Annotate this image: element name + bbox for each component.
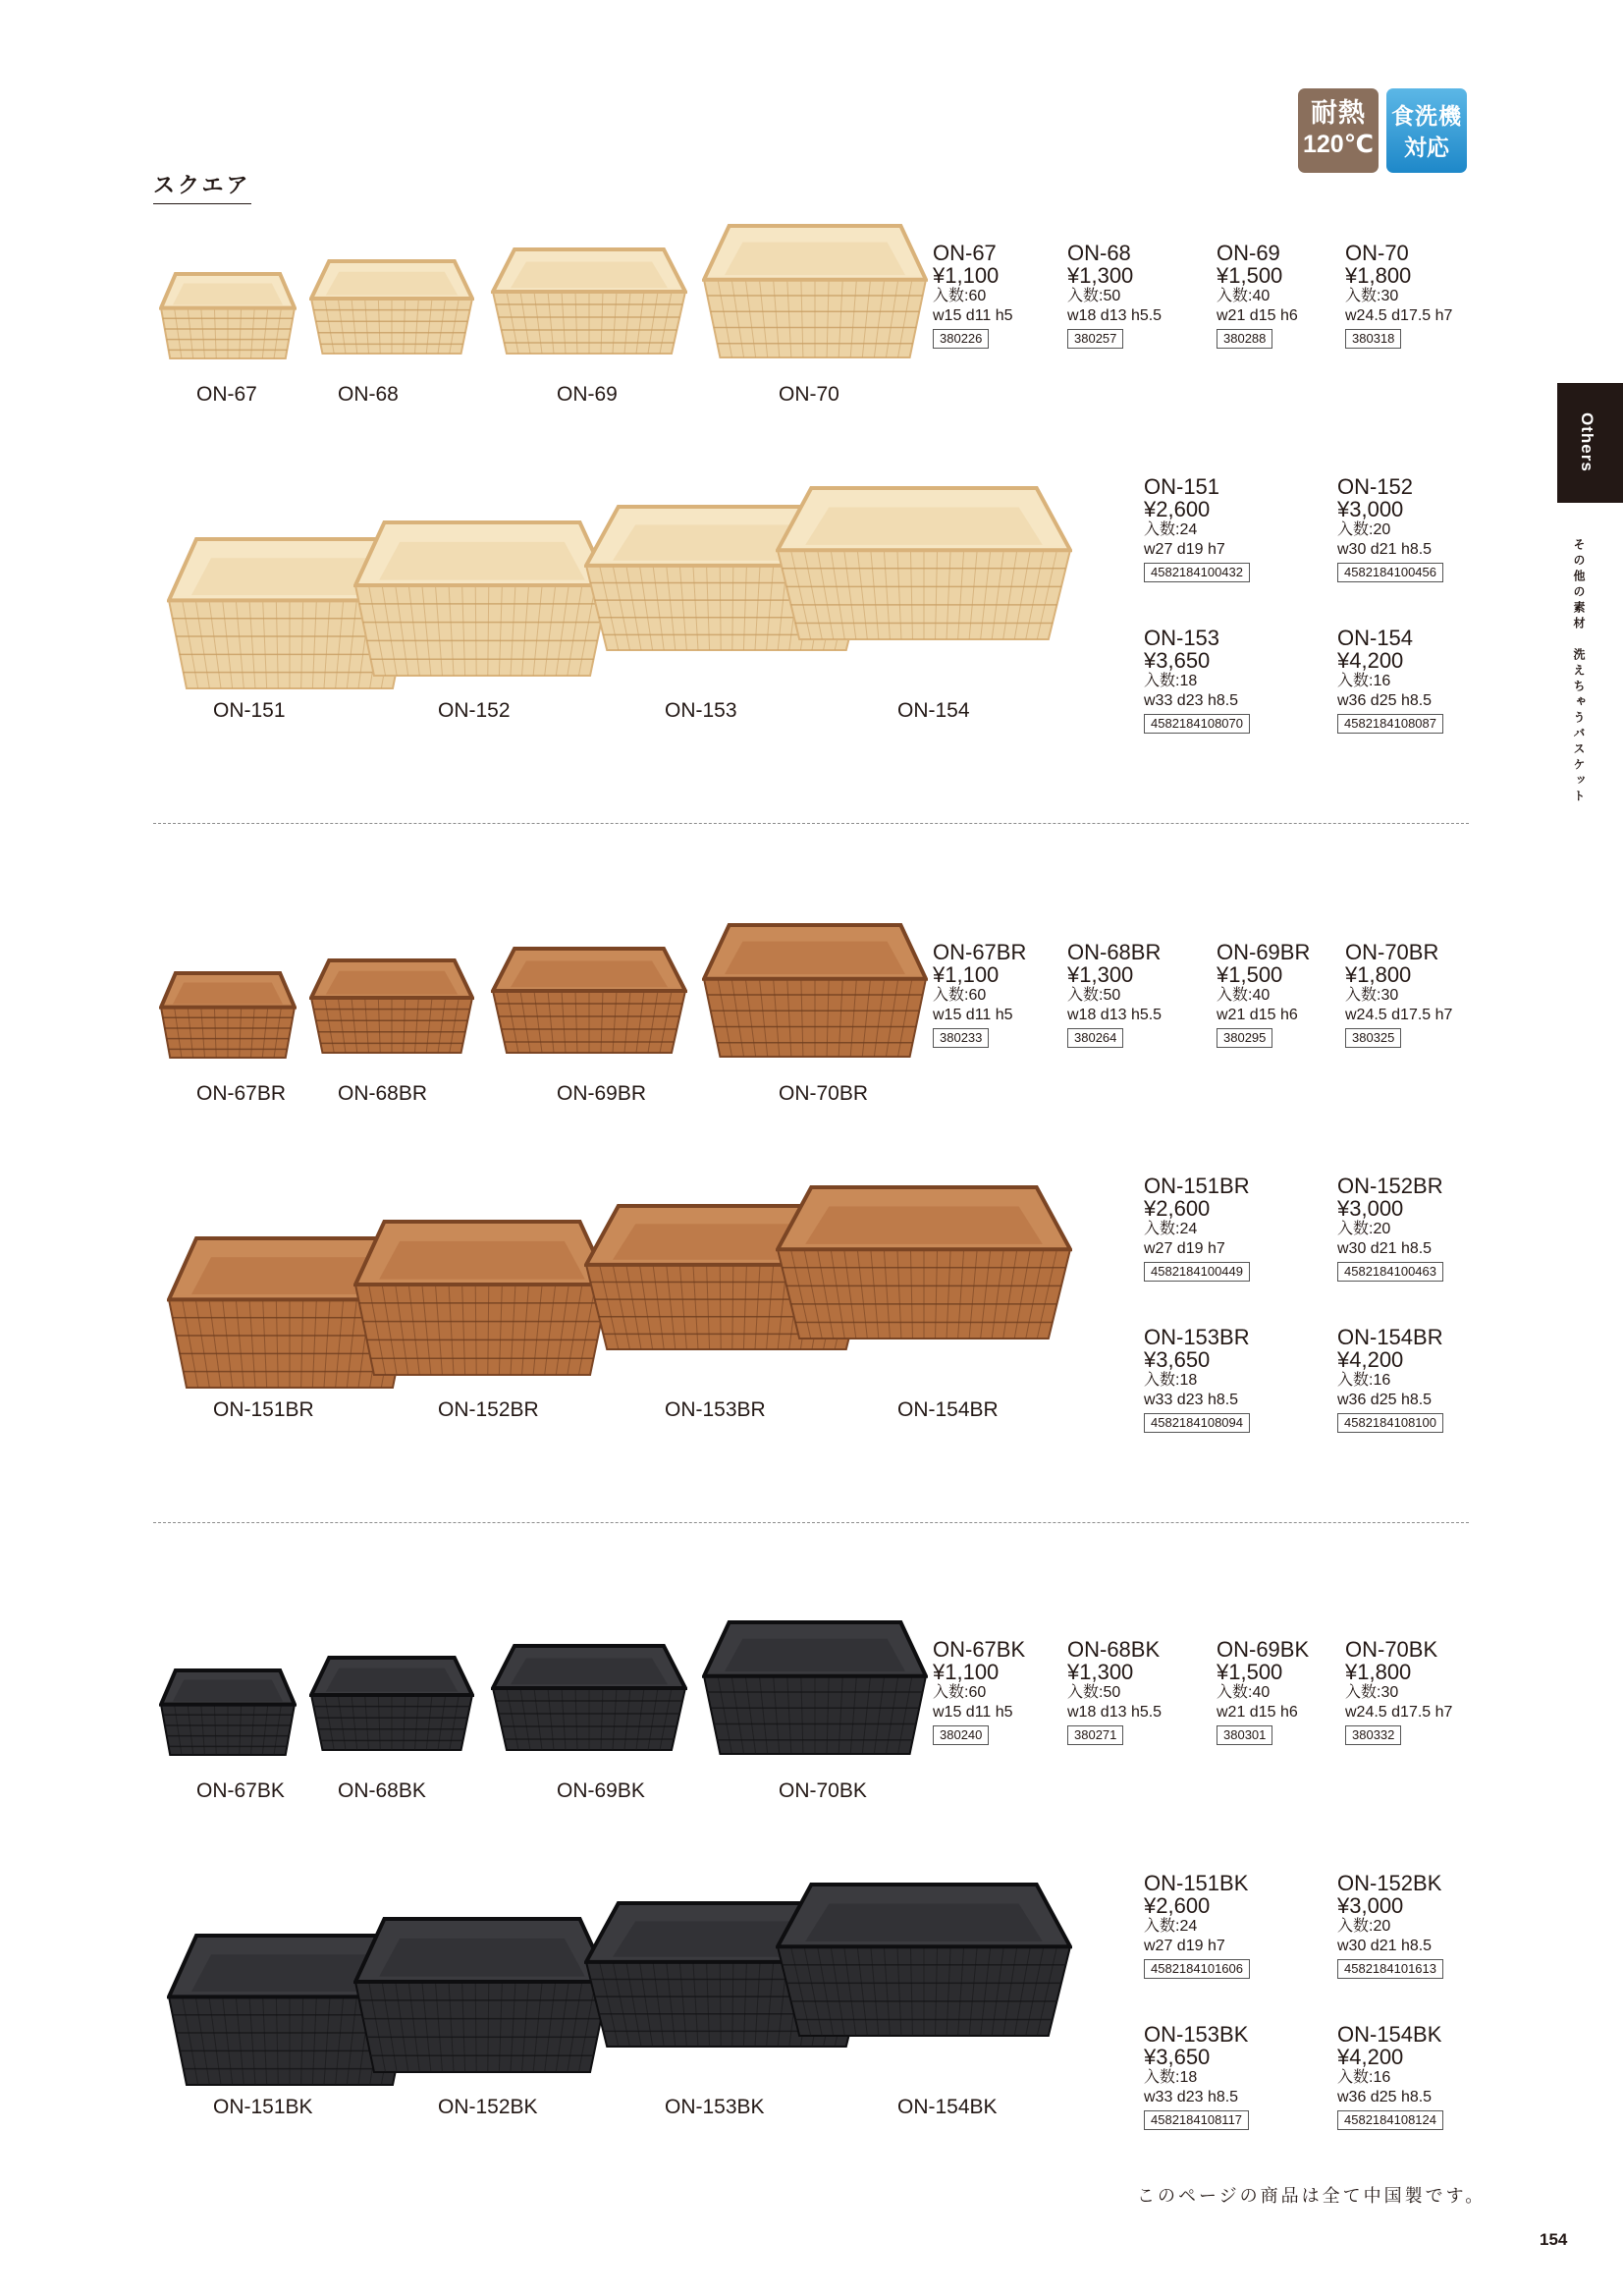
product-quantity: 入数:30	[1345, 1684, 1399, 1701]
product-dimensions: w15 d11 h5	[933, 307, 1013, 324]
basket-image	[491, 246, 687, 355]
product-jan-code: 4582184108124	[1337, 2110, 1443, 2130]
footer-note: このページの商品は全て中国製です。	[1137, 2186, 1487, 2206]
product-code: ON-70	[1345, 241, 1409, 265]
product-dimensions: w21 d15 h6	[1217, 1704, 1298, 1721]
product-quantity: 入数:18	[1144, 2069, 1198, 2086]
product-price: ¥1,500	[1217, 1660, 1283, 1684]
product-code: ON-152	[1337, 474, 1414, 499]
product-spec	[1144, 475, 1291, 582]
product-quantity: 入数:40	[1217, 1684, 1271, 1701]
product-price: ¥1,500	[1217, 962, 1283, 987]
product-dimensions: w15 d11 h5	[933, 1704, 1013, 1721]
basket-label: ON-152	[438, 699, 511, 722]
product-price: ¥1,800	[1345, 1660, 1412, 1684]
basket-label: ON-153BR	[665, 1398, 766, 1421]
basket-label: ON-152BK	[438, 2096, 538, 2118]
product-quantity: 入数:24	[1144, 1918, 1198, 1935]
product-price: ¥1,300	[1067, 962, 1134, 987]
product-quantity: 入数:30	[1345, 288, 1399, 304]
product-spec	[933, 941, 1080, 1048]
product-jan-code: 380325	[1345, 1028, 1401, 1048]
product-jan-code: 4582184101613	[1337, 1959, 1443, 1979]
basket-label: ON-151	[213, 699, 286, 722]
product-jan-code: 380295	[1217, 1028, 1272, 1048]
product-jan-code: 4582184100432	[1144, 563, 1250, 582]
product-quantity: 入数:16	[1337, 2069, 1391, 2086]
basket-label: ON-67BR	[196, 1082, 287, 1105]
basket-label: ON-70	[779, 383, 839, 406]
product-quantity: 入数:18	[1144, 1372, 1198, 1389]
product-spec	[1337, 1175, 1485, 1282]
product-price: ¥1,100	[933, 263, 1000, 288]
dishwasher-badge-line2: 対応	[1404, 135, 1449, 160]
product-spec	[1067, 1638, 1215, 1745]
heat-badge-line1: 耐熱	[1311, 98, 1366, 128]
category-side-tab[interactable]	[1557, 383, 1623, 503]
product-price: ¥2,600	[1144, 1893, 1211, 1918]
product-code: ON-68	[1067, 241, 1131, 265]
basket-label: ON-68BK	[338, 1779, 426, 1802]
product-price: ¥3,650	[1144, 1347, 1211, 1372]
product-spec	[1337, 1872, 1485, 1979]
product-spec	[1144, 1872, 1291, 1979]
product-code: ON-153	[1144, 626, 1220, 650]
product-spec	[1067, 941, 1215, 1048]
product-quantity: 入数:20	[1337, 521, 1391, 538]
product-code: ON-152BK	[1337, 1871, 1442, 1895]
basket-image	[776, 1183, 1072, 1340]
basket-image	[309, 257, 474, 355]
product-dimensions: w36 d25 h8.5	[1337, 1392, 1433, 1408]
product-dimensions: w30 d21 h8.5	[1337, 1938, 1433, 1954]
product-jan-code: 380318	[1345, 329, 1401, 349]
basket-label: ON-153BK	[665, 2096, 765, 2118]
product-dimensions: w18 d13 h5.5	[1067, 1704, 1163, 1721]
product-jan-code: 4582184108087	[1337, 714, 1443, 734]
product-dimensions: w24.5 d17.5 h7	[1345, 307, 1453, 324]
basket-label: ON-68BR	[338, 1082, 428, 1105]
product-quantity: 入数:60	[933, 1684, 987, 1701]
product-price: ¥1,100	[933, 1660, 1000, 1684]
product-spec	[1337, 2023, 1485, 2130]
product-dimensions: w27 d19 h7	[1144, 1240, 1225, 1257]
product-code: ON-68BR	[1067, 940, 1162, 964]
product-dimensions: w30 d21 h8.5	[1337, 541, 1433, 558]
basket-image	[702, 222, 928, 359]
product-jan-code: 380233	[933, 1028, 989, 1048]
product-jan-code: 4582184100463	[1337, 1262, 1443, 1282]
product-dimensions: w30 d21 h8.5	[1337, 1240, 1433, 1257]
basket-image	[353, 1218, 611, 1377]
heat-resistant-badge	[1298, 88, 1379, 173]
product-jan-code: 380332	[1345, 1725, 1401, 1745]
basket-label: ON-70BR	[779, 1082, 869, 1105]
product-jan-code: 380288	[1217, 329, 1272, 349]
product-code: ON-70BR	[1345, 940, 1439, 964]
product-jan-code: 380257	[1067, 329, 1123, 349]
product-code: ON-67BK	[933, 1637, 1026, 1662]
product-code: ON-154BK	[1337, 2022, 1442, 2047]
page-number: 154	[1540, 2230, 1568, 2249]
product-quantity: 入数:50	[1067, 987, 1121, 1004]
product-jan-code: 380226	[933, 329, 989, 349]
product-price: ¥1,800	[1345, 962, 1412, 987]
product-spec	[1337, 475, 1485, 582]
product-spec	[1067, 242, 1215, 349]
product-price: ¥4,200	[1337, 1347, 1404, 1372]
product-quantity: 入数:24	[1144, 1221, 1198, 1237]
product-jan-code: 4582184108094	[1144, 1413, 1250, 1433]
basket-image	[309, 1654, 474, 1752]
product-dimensions: w36 d25 h8.5	[1337, 2089, 1433, 2105]
product-dimensions: w18 d13 h5.5	[1067, 1007, 1163, 1023]
product-code: ON-67BR	[933, 940, 1027, 964]
product-code: ON-152BR	[1337, 1174, 1443, 1198]
basket-image	[702, 921, 928, 1059]
product-dimensions: w18 d13 h5.5	[1067, 307, 1163, 324]
product-jan-code: 4582184100456	[1337, 563, 1443, 582]
product-price: ¥3,000	[1337, 497, 1404, 521]
basket-image	[491, 945, 687, 1055]
basket-label: ON-154	[897, 699, 970, 722]
product-quantity: 入数:40	[1217, 987, 1271, 1004]
basket-image	[353, 1915, 611, 2074]
product-code: ON-68BK	[1067, 1637, 1161, 1662]
side-category-text: その他の素材 洗えちゃうバスケット	[1572, 538, 1586, 805]
section-divider	[153, 1522, 1469, 1523]
product-price: ¥3,650	[1144, 648, 1211, 673]
product-dimensions: w33 d23 h8.5	[1144, 1392, 1239, 1408]
product-jan-code: 4582184101606	[1144, 1959, 1250, 1979]
product-jan-code: 4582184108070	[1144, 714, 1250, 734]
product-quantity: 入数:50	[1067, 288, 1121, 304]
product-code: ON-151BK	[1144, 1871, 1249, 1895]
product-jan-code: 4582184100449	[1144, 1262, 1250, 1282]
product-jan-code: 380240	[933, 1725, 989, 1745]
product-code: ON-153BK	[1144, 2022, 1249, 2047]
product-dimensions: w33 d23 h8.5	[1144, 692, 1239, 709]
product-dimensions: w15 d11 h5	[933, 1007, 1013, 1023]
basket-image	[353, 519, 611, 678]
basket-label: ON-68	[338, 383, 399, 406]
product-price: ¥2,600	[1144, 497, 1211, 521]
product-spec	[1337, 627, 1485, 734]
product-quantity: 入数:50	[1067, 1684, 1121, 1701]
product-code: ON-151BR	[1144, 1174, 1250, 1198]
product-code: ON-154BR	[1337, 1325, 1443, 1349]
basket-image	[159, 1667, 297, 1757]
basket-label: ON-69BR	[557, 1082, 647, 1105]
product-dimensions: w21 d15 h6	[1217, 1007, 1298, 1023]
product-spec	[1144, 627, 1291, 734]
product-price: ¥4,200	[1337, 648, 1404, 673]
product-jan-code: 4582184108117	[1144, 2110, 1249, 2130]
product-code: ON-67	[933, 241, 997, 265]
product-quantity: 入数:24	[1144, 521, 1198, 538]
product-spec	[1144, 2023, 1291, 2130]
basket-label: ON-154BR	[897, 1398, 999, 1421]
product-spec	[1345, 242, 1492, 349]
product-spec	[1144, 1326, 1291, 1433]
product-spec	[1337, 1326, 1485, 1433]
product-quantity: 入数:40	[1217, 288, 1271, 304]
product-code: ON-153BR	[1144, 1325, 1250, 1349]
product-dimensions: w36 d25 h8.5	[1337, 692, 1433, 709]
product-price: ¥1,300	[1067, 263, 1134, 288]
dishwasher-badge	[1386, 88, 1467, 173]
product-price: ¥1,800	[1345, 263, 1412, 288]
product-price: ¥1,300	[1067, 1660, 1134, 1684]
product-quantity: 入数:60	[933, 987, 987, 1004]
product-spec	[1217, 242, 1364, 349]
product-price: ¥2,600	[1144, 1196, 1211, 1221]
basket-label: ON-69	[557, 383, 618, 406]
basket-label: ON-151BK	[213, 2096, 313, 2118]
product-dimensions: w24.5 d17.5 h7	[1345, 1704, 1453, 1721]
basket-label: ON-70BK	[779, 1779, 867, 1802]
basket-image	[776, 484, 1072, 641]
basket-image	[159, 969, 297, 1060]
product-quantity: 入数:16	[1337, 1372, 1391, 1389]
product-spec	[1345, 941, 1492, 1048]
product-dimensions: w33 d23 h8.5	[1144, 2089, 1239, 2105]
product-code: ON-69BK	[1217, 1637, 1310, 1662]
product-spec	[1217, 941, 1364, 1048]
product-code: ON-70BK	[1345, 1637, 1438, 1662]
product-dimensions: w27 d19 h7	[1144, 541, 1225, 558]
basket-image	[702, 1618, 928, 1756]
product-quantity: 入数:16	[1337, 673, 1391, 689]
product-price: ¥3,650	[1144, 2045, 1211, 2069]
basket-image	[309, 957, 474, 1055]
product-dimensions: w21 d15 h6	[1217, 307, 1298, 324]
basket-label: ON-153	[665, 699, 737, 722]
dishwasher-badge-line1: 食洗機	[1391, 103, 1462, 129]
product-price: ¥3,000	[1337, 1893, 1404, 1918]
product-dimensions: w27 d19 h7	[1144, 1938, 1225, 1954]
product-spec	[933, 242, 1080, 349]
basket-label: ON-151BR	[213, 1398, 314, 1421]
product-spec	[1217, 1638, 1364, 1745]
product-quantity: 入数:60	[933, 288, 987, 304]
section-divider	[153, 823, 1469, 824]
basket-label: ON-67BK	[196, 1779, 285, 1802]
basket-label: ON-152BR	[438, 1398, 539, 1421]
basket-label: ON-69BK	[557, 1779, 645, 1802]
product-dimensions: w24.5 d17.5 h7	[1345, 1007, 1453, 1023]
product-price: ¥3,000	[1337, 1196, 1404, 1221]
basket-image	[159, 270, 297, 360]
product-jan-code: 380271	[1067, 1725, 1123, 1745]
heat-badge-line2: 120℃	[1303, 131, 1374, 158]
product-code: ON-154	[1337, 626, 1414, 650]
product-quantity: 入数:20	[1337, 1221, 1391, 1237]
product-code: ON-69BR	[1217, 940, 1311, 964]
product-price: ¥4,200	[1337, 2045, 1404, 2069]
product-quantity: 入数:30	[1345, 987, 1399, 1004]
product-jan-code: 380301	[1217, 1725, 1272, 1745]
product-quantity: 入数:18	[1144, 673, 1198, 689]
product-spec	[933, 1638, 1080, 1745]
basket-label: ON-154BK	[897, 2096, 998, 2118]
side-tab-label: Others	[1578, 412, 1596, 472]
product-code: ON-151	[1144, 474, 1220, 499]
product-spec	[1345, 1638, 1492, 1745]
product-price: ¥1,500	[1217, 263, 1283, 288]
basket-image	[491, 1642, 687, 1752]
product-code: ON-69	[1217, 241, 1280, 265]
section-title: スクエア	[153, 169, 251, 204]
product-price: ¥1,100	[933, 962, 1000, 987]
product-jan-code: 4582184108100	[1337, 1413, 1443, 1433]
basket-image	[776, 1881, 1072, 2038]
basket-label: ON-67	[196, 383, 257, 406]
product-quantity: 入数:20	[1337, 1918, 1391, 1935]
product-spec	[1144, 1175, 1291, 1282]
product-jan-code: 380264	[1067, 1028, 1123, 1048]
